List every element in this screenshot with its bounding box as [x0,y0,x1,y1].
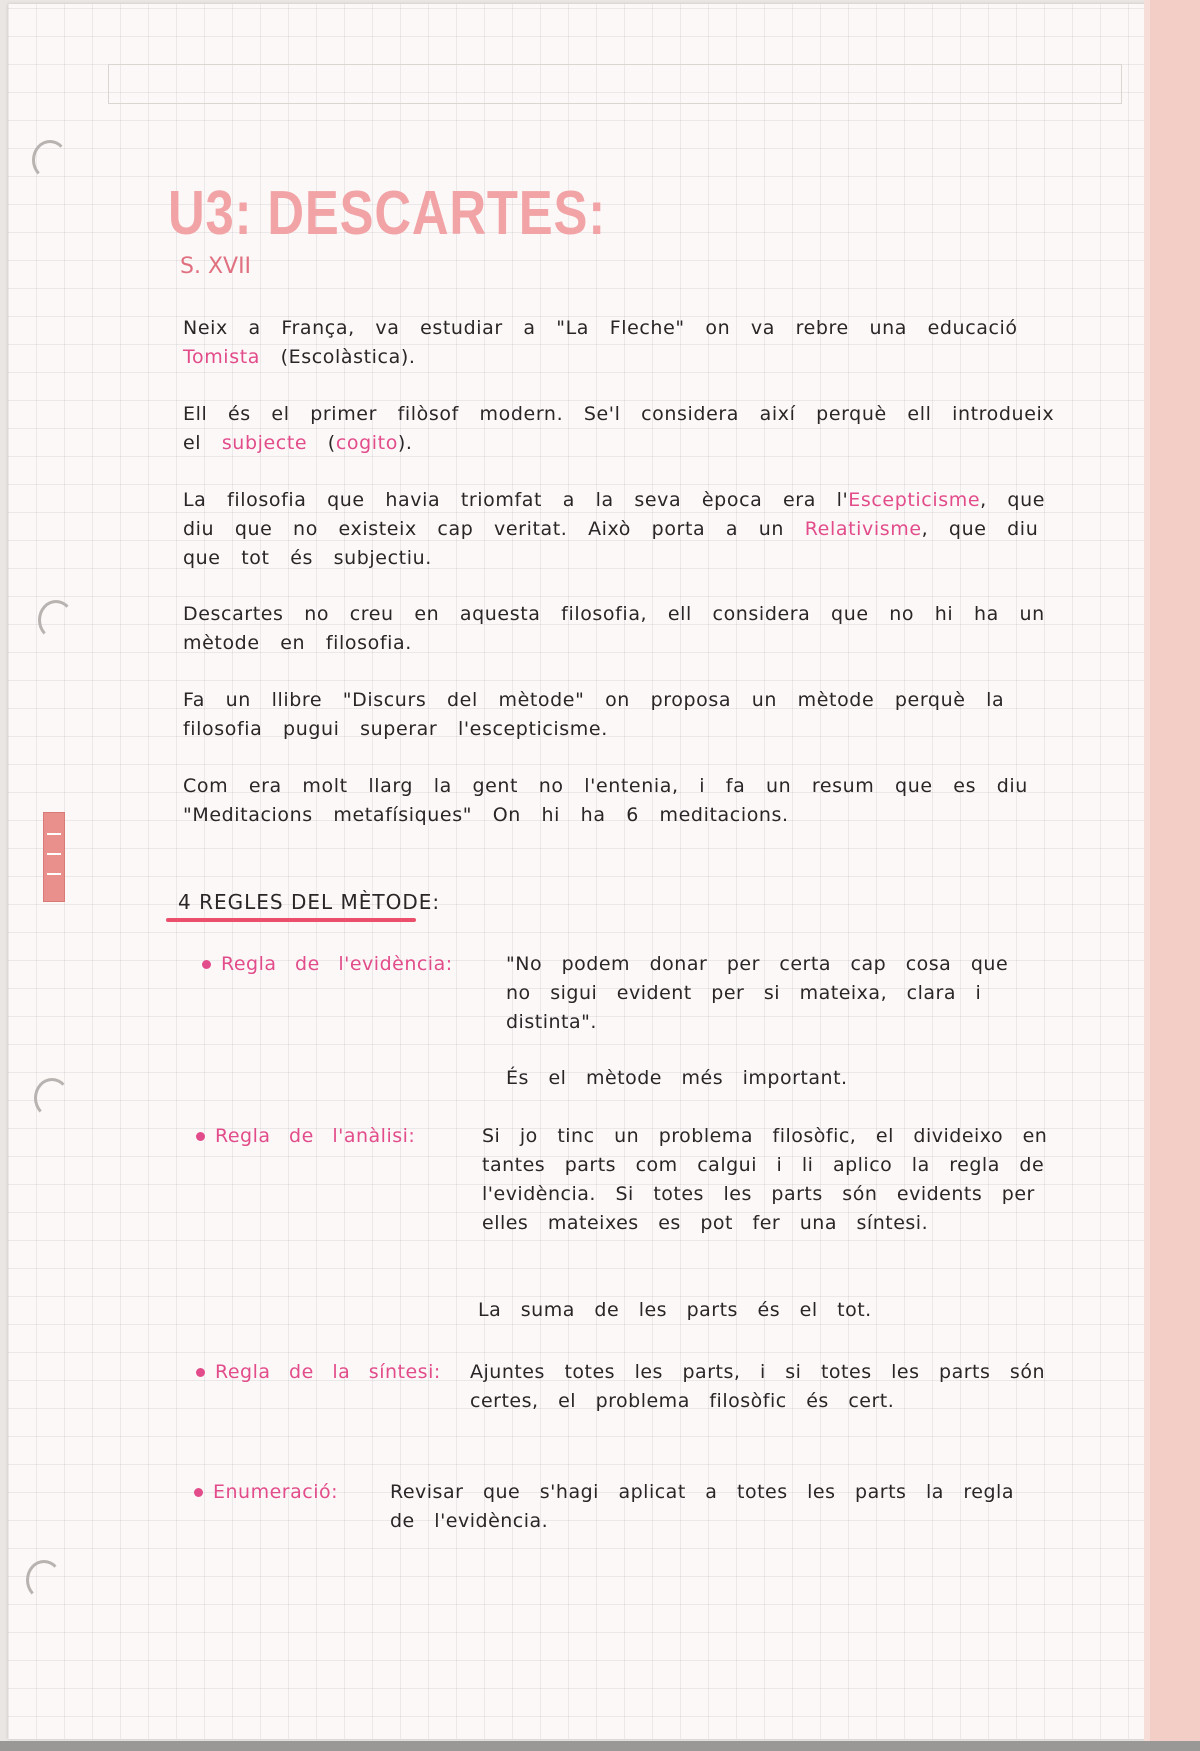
rule-analisi-note: La suma de les parts és el tot. [478,1299,872,1321]
rule-evidencia-text: "No podem donar per certa cap cosa que no sigui evident per si mateixa, clara i distinta". [506,953,1009,1033]
paragraph-5: Fa un llibre "Discurs del mètode" on proposa un mètode perquè la filosofia pugui superar l'escepticisme. [183,689,1005,740]
paragraph-6: Com era molt llarg la gent no l'entenia, i fa un resum que es diu "Meditacions metafísiques" On hi ha 6 meditacions. [183,775,1028,826]
section-title: 4 REGLES DEL MÈTODE: [178,890,441,914]
binder-hole [26,1560,62,1600]
rule-evidencia-note: És el mètode més important. [506,1067,848,1089]
header-box [108,64,1122,104]
paragraph-3: La filosofia que havia triomfat a la seva època era l'Escepticisme, que diu que no existeix cap veritat. Això porta a un Relativisme, que diu que tot és subjectiu. [183,489,1046,569]
page-tab-marker [43,812,65,902]
bullet-icon [194,1488,203,1497]
rule-sintesi: Regla de la síntesi: [196,1358,441,1387]
binder-hole [34,1078,70,1118]
bullet-icon [196,1368,205,1377]
binder-hole [32,140,68,180]
rule-enumeracio-text: Revisar que s'hagi aplicat a totes les parts la regla de l'evidència. [390,1481,1014,1532]
page-title: U3: DESCARTES: [168,179,607,248]
rule-evidencia: Regla de l'evidència: [202,950,453,979]
paragraph-4: Descartes no creu en aquesta filosofia, ell considera que no hi ha un mètode en filosofia. [183,603,1045,654]
page-subtitle: S. XVII [180,254,252,279]
paragraph-2: Ell és el primer filòsof modern. Se'l considera així perquè ell introdueix el subjecte (cogito). [183,403,1055,454]
rule-analisi: Regla de l'anàlisi: [196,1122,415,1151]
page-edge-strip [1150,0,1200,1751]
bullet-icon [196,1132,205,1141]
rule-analisi-text: Si jo tinc un problema filosòfic, el divideixo en tantes parts com calgui i li aplico la regla de l'evidència. Si totes les parts són evidents per elles mateixes es pot fer una síntesi. [482,1125,1048,1234]
binder-hole [38,600,74,640]
bottom-edge [0,1741,1200,1751]
bullet-icon [202,960,211,969]
section-underline [166,918,416,922]
paragraph-1: Neix a França, va estudiar a "La Fleche" on va rebre una educació Tomista (Escolàstica). [183,317,1018,368]
rule-sintesi-text: Ajuntes totes les parts, i si totes les parts són certes, el problema filosòfic és cert. [470,1361,1046,1412]
rule-enumeracio: Enumeració: [194,1478,338,1507]
